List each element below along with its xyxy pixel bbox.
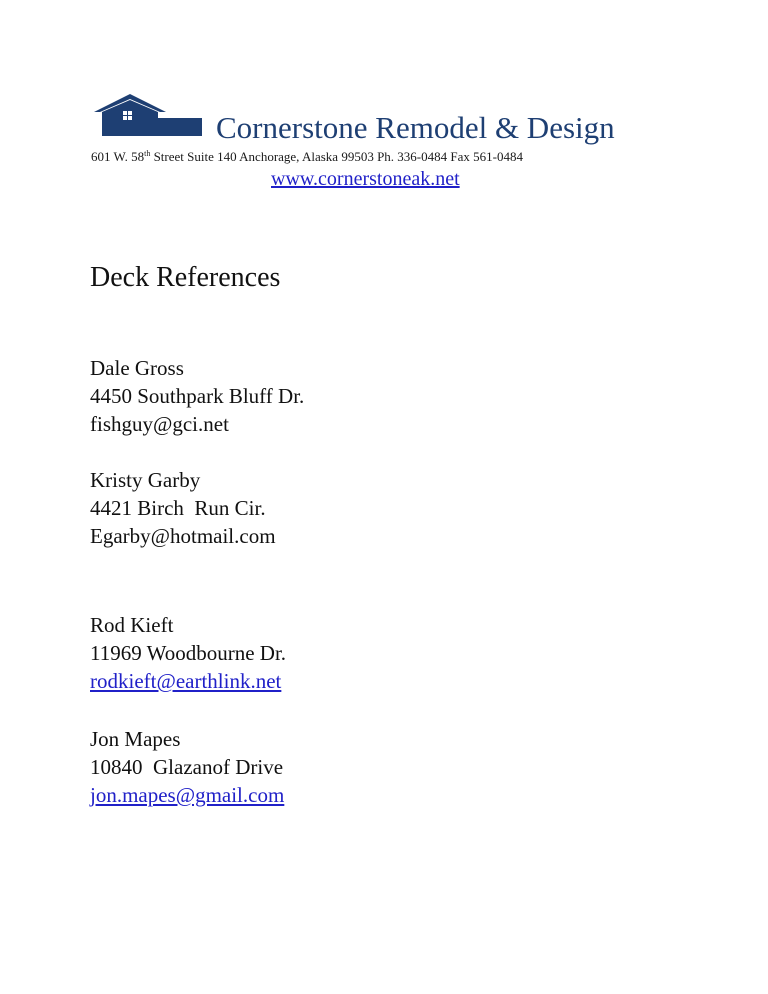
reference-name: Rod Kieft (90, 613, 174, 637)
reference-name: Kristy Garby (90, 468, 201, 492)
reference-email-link[interactable]: jon.mapes@gmail.com (90, 783, 285, 807)
page-title: Deck References (90, 262, 281, 293)
reference-address: 10840 Glazanof Drive (90, 755, 284, 779)
website-link[interactable]: www.cornerstoneak.net (271, 168, 460, 190)
reference-address: 4450 Southpark Bluff Dr. (90, 384, 305, 408)
reference-name: Jon Mapes (90, 727, 181, 751)
company-name: Cornerstone Remodel & Design (216, 110, 615, 145)
address-street: 601 W. 58 (91, 149, 145, 164)
reference-email-link[interactable]: rodkieft@earthlink.net (90, 669, 282, 693)
address-ordinal: th (144, 149, 151, 158)
reference-email: Egarby@hotmail.com (90, 524, 276, 548)
reference-entry (90, 611, 286, 695)
reference-entry (90, 725, 284, 809)
reference-name: Dale Gross (90, 356, 184, 380)
company-address (91, 148, 523, 166)
reference-email: fishguy@gci.net (90, 412, 229, 436)
reference-entry (90, 466, 276, 550)
house-logo-icon (92, 92, 202, 136)
reference-address: 11969 Woodbourne Dr. (90, 641, 287, 665)
address-rest: Street Suite 140 Anchorage, Alaska 99503 Ph. 336-0484 Fax 561-0484 (150, 149, 523, 164)
reference-entry (90, 354, 304, 438)
reference-address: 4421 Birch Run Cir. (90, 496, 266, 520)
